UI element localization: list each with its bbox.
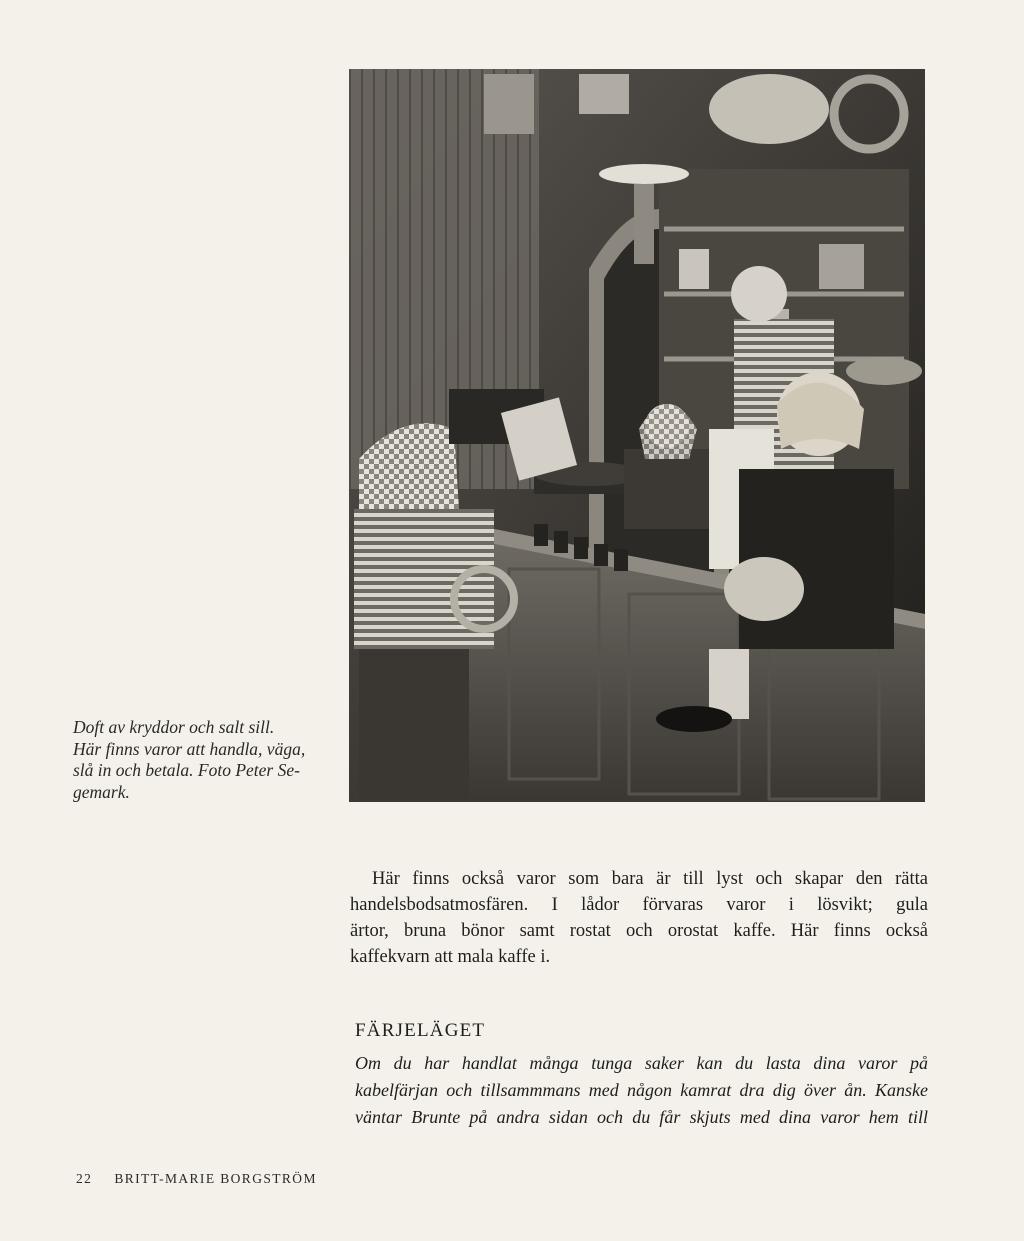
caption-line: slå in och betala. Foto Peter Se- [73, 760, 300, 780]
photo-caption [73, 717, 335, 803]
shop-photograph [349, 69, 925, 802]
body-paragraph [350, 866, 928, 970]
page-number: 22 [76, 1171, 93, 1186]
body-line: kaffekvarn att mala kaffe i. [350, 947, 551, 967]
caption-line: Doft av kryddor och salt sill. [73, 717, 275, 737]
section-line: Om du har handlat många tunga saker kan du lasta dina varor på [355, 1053, 928, 1073]
body-line: handelsbodsatmosfären. I lådor förvaras varor i lösvikt; gula [350, 895, 928, 915]
section-heading: FÄRJELÄGET [355, 1020, 486, 1041]
section-line: kabelfärjan och tillsammmans med någon kamrat dra dig över ån. Kanske [355, 1080, 928, 1100]
page-footer [76, 1171, 317, 1187]
section-paragraph [355, 1050, 928, 1131]
body-line: ärtor, bruna bönor samt rostat och orostat kaffe. Här finns också [350, 921, 928, 941]
caption-line: gemark. [73, 781, 130, 802]
section-line: väntar Brunte på andra sidan och du får skjuts med dina varor hem till [355, 1107, 928, 1127]
body-line: Här finns också varor som bara är till lyst och skapar den rätta [372, 869, 928, 889]
running-author: BRITT-MARIE BORGSTRÖM [114, 1171, 317, 1186]
caption-line: Här finns varor att handla, väga, [73, 738, 306, 759]
